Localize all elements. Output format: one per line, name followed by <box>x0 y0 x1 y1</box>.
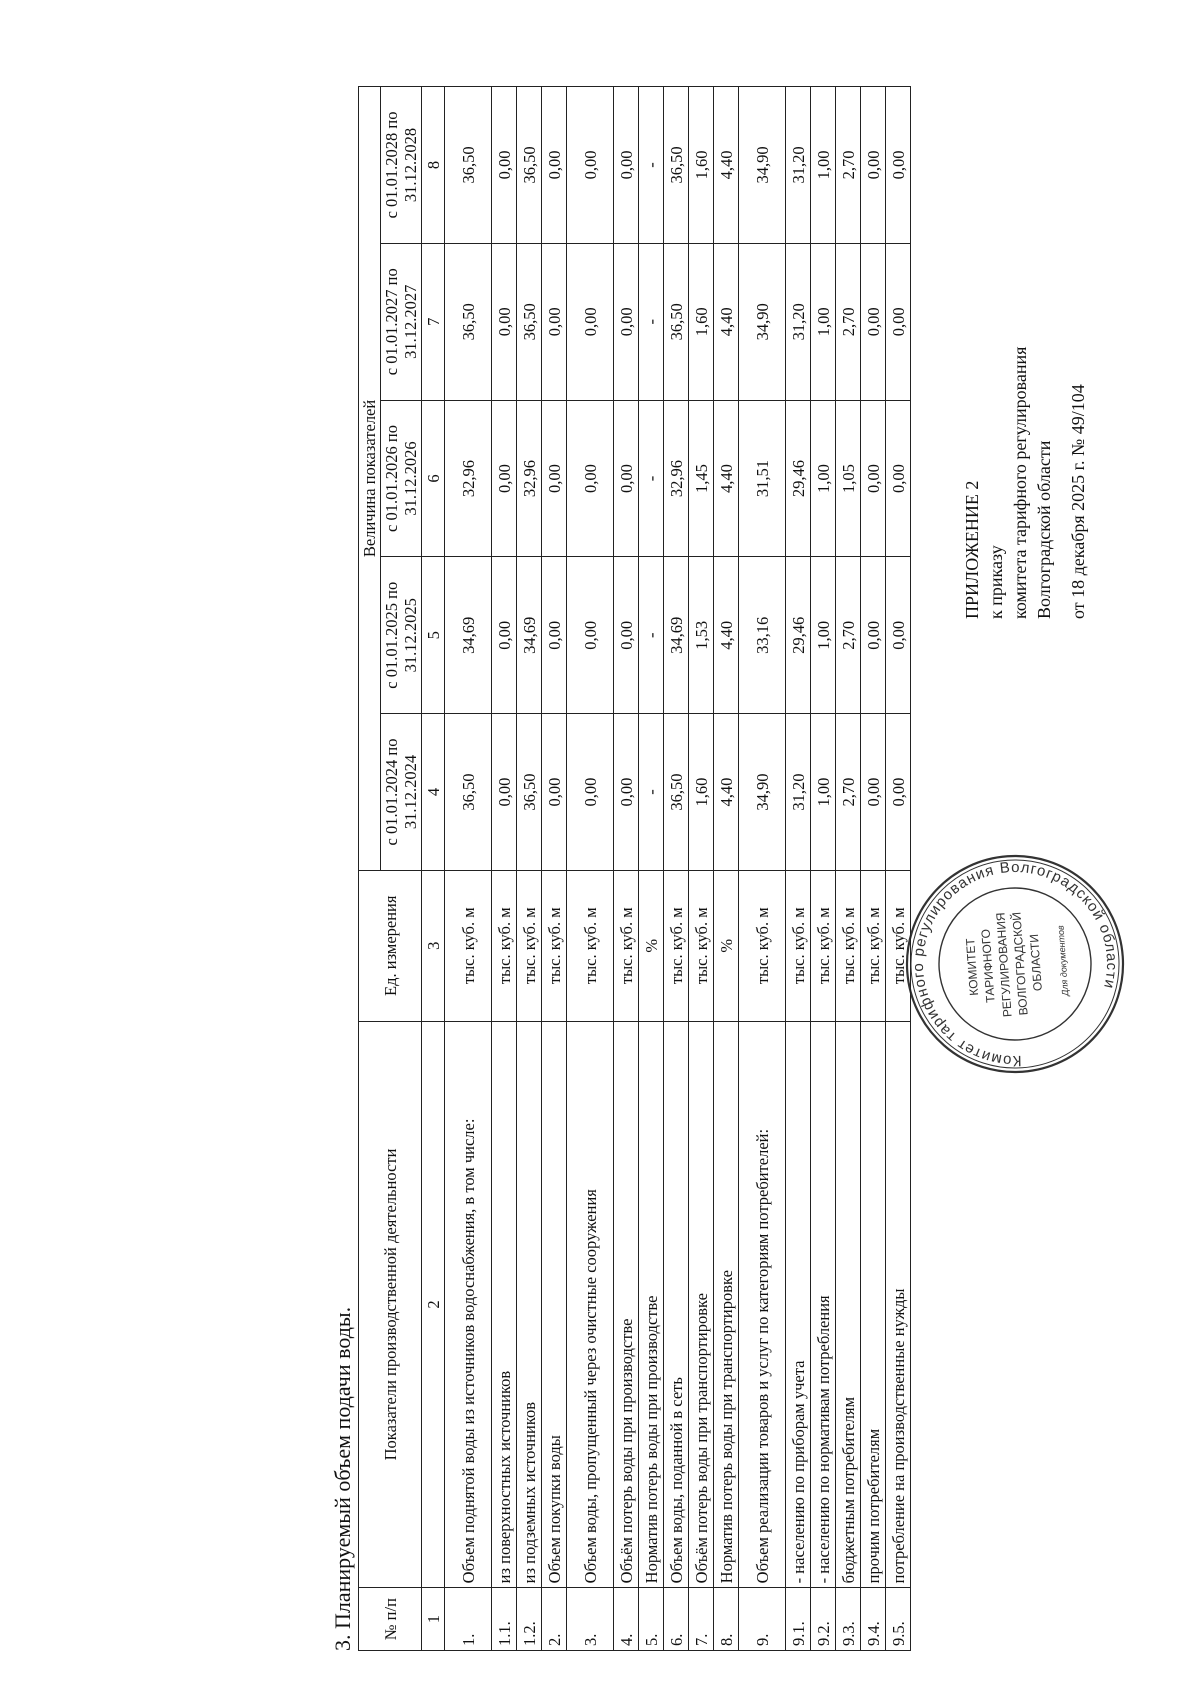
row-indicator-name: Объем воды, поданной в сеть <box>664 1021 689 1588</box>
row-value: 2,70 <box>836 557 861 714</box>
row-value: 1,00 <box>811 557 836 714</box>
row-unit: тыс. куб. м <box>786 870 811 1021</box>
row-value: 36,50 <box>664 714 689 871</box>
row-unit: тыс. куб. м <box>614 870 639 1021</box>
row-indicator-name: прочим потребителям <box>861 1021 886 1588</box>
row-number: 9.3. <box>836 1588 861 1651</box>
table-row <box>639 87 664 1651</box>
row-unit: тыс. куб. м <box>811 870 836 1021</box>
row-value: 31,20 <box>786 87 811 244</box>
row-value: 1,00 <box>811 714 836 871</box>
row-value: - <box>639 400 664 557</box>
seal-line-1: КОМИТЕТ <box>963 937 982 997</box>
row-value: 1,00 <box>811 400 836 557</box>
row-indicator-name: Объем воды, пропущенный через очистные сооружения <box>567 1021 614 1588</box>
row-indicator-name: из подземных источников <box>517 1021 542 1588</box>
row-value: 0,00 <box>492 87 517 244</box>
row-value: 0,00 <box>492 400 517 557</box>
row-value: 4,40 <box>714 243 739 400</box>
row-value: 34,90 <box>739 243 786 400</box>
row-unit: тыс. куб. м <box>567 870 614 1021</box>
row-unit: % <box>714 870 739 1021</box>
seal-line-3: РЕГУЛИРОВАНИЯ <box>993 911 1015 1018</box>
appendix-line3: Волгоградской области <box>1034 440 1054 619</box>
row-value: 0,00 <box>567 87 614 244</box>
appendix-date: от 18 декабря 2025 г. № 49/104 <box>1068 384 1088 619</box>
row-value: 0,00 <box>614 243 639 400</box>
header-num: № п/п <box>359 1588 422 1651</box>
row-value: 0,00 <box>886 400 911 557</box>
row-value: 1,45 <box>689 400 714 557</box>
row-number: 2. <box>542 1588 567 1651</box>
row-number: 9.5. <box>886 1588 911 1651</box>
row-indicator-name: Объём потерь воды при транспортировке <box>689 1021 714 1588</box>
row-value: 2,70 <box>836 243 861 400</box>
row-value: 0,00 <box>567 714 614 871</box>
row-number: 9.4. <box>861 1588 886 1651</box>
row-value: - <box>639 87 664 244</box>
row-value: 0,00 <box>861 400 886 557</box>
seal-line-4: ВОЛГОГРАДСКОЙ <box>1009 911 1031 1016</box>
water-supply-table <box>358 86 911 1651</box>
row-value: 0,00 <box>542 714 567 871</box>
column-index: 2 <box>422 1021 445 1588</box>
table-row <box>567 87 614 1651</box>
seal-bottom-text: Для документов <box>1055 925 1071 997</box>
row-value: 34,69 <box>664 557 689 714</box>
row-value: 2,70 <box>836 714 861 871</box>
table-row <box>811 87 836 1651</box>
header-period: с 01.01.2027 по 31.12.2027 <box>381 243 422 400</box>
table-row <box>714 87 739 1651</box>
row-value: 34,69 <box>445 557 492 714</box>
row-value: 0,00 <box>614 557 639 714</box>
row-value: 34,90 <box>739 714 786 871</box>
row-value: 0,00 <box>861 87 886 244</box>
row-indicator-name: бюджетным потребителям <box>836 1021 861 1588</box>
row-value: 0,00 <box>542 557 567 714</box>
row-unit: тыс. куб. м <box>542 870 567 1021</box>
section-title: 3. Планируемый объем подачи воды. <box>330 1306 355 1651</box>
row-value: 4,40 <box>714 557 739 714</box>
row-value: 0,00 <box>861 714 886 871</box>
header-period: с 01.01.2028 по 31.12.2028 <box>381 87 422 244</box>
column-index: 1 <box>422 1588 445 1651</box>
official-seal <box>892 841 1137 1086</box>
column-index: 7 <box>422 243 445 400</box>
table-row <box>492 87 517 1651</box>
row-value: 4,40 <box>714 400 739 557</box>
table-row <box>786 87 811 1651</box>
row-indicator-name: - населению по приборам учета <box>786 1021 811 1588</box>
row-number: 1.2. <box>517 1588 542 1651</box>
row-value: 0,00 <box>492 557 517 714</box>
row-number: 1.1. <box>492 1588 517 1651</box>
row-unit: тыс. куб. м <box>739 870 786 1021</box>
row-value: 34,90 <box>739 87 786 244</box>
row-value: 1,60 <box>689 243 714 400</box>
table-row <box>664 87 689 1651</box>
row-indicator-name: Объем покупки воды <box>542 1021 567 1588</box>
row-value: 0,00 <box>542 243 567 400</box>
row-unit: тыс. куб. м <box>689 870 714 1021</box>
row-value: 1,53 <box>689 557 714 714</box>
row-value: 0,00 <box>614 400 639 557</box>
row-number: 9.1. <box>786 1588 811 1651</box>
row-value: 0,00 <box>886 87 911 244</box>
row-value: 0,00 <box>567 400 614 557</box>
table-row <box>614 87 639 1651</box>
row-value: 29,46 <box>786 400 811 557</box>
header-values-group: Величина показателей <box>359 87 381 871</box>
row-number: 1. <box>445 1588 492 1651</box>
row-value: 0,00 <box>886 557 911 714</box>
row-value: 0,00 <box>567 243 614 400</box>
row-value: 32,96 <box>664 400 689 557</box>
row-value: 0,00 <box>861 557 886 714</box>
row-unit: тыс. куб. м <box>445 870 492 1021</box>
appendix-title: ПРИЛОЖЕНИЕ 2 <box>962 480 982 619</box>
row-value: - <box>639 714 664 871</box>
table-row <box>886 87 911 1651</box>
row-indicator-name: Норматив потерь воды при транспортировке <box>714 1021 739 1588</box>
row-value: 0,00 <box>861 243 886 400</box>
row-unit: тыс. куб. м <box>886 870 911 1021</box>
table-row <box>517 87 542 1651</box>
row-value: 1,00 <box>811 87 836 244</box>
header-period: с 01.01.2024 по 31.12.2024 <box>381 714 422 871</box>
row-value: 36,50 <box>445 243 492 400</box>
seal-line-5: ОБЛАСТИ <box>1026 933 1045 992</box>
seal-line-2: ТАРИФНОГО <box>978 928 998 1004</box>
row-indicator-name: из поверхностных источников <box>492 1021 517 1588</box>
row-value: 0,00 <box>886 243 911 400</box>
row-value: 4,40 <box>714 87 739 244</box>
column-index: 3 <box>422 870 445 1021</box>
row-number: 3. <box>567 1588 614 1651</box>
row-unit: тыс. куб. м <box>861 870 886 1021</box>
row-number: 5. <box>639 1588 664 1651</box>
row-number: 4. <box>614 1588 639 1651</box>
row-indicator-name: - населению по нормативам потребления <box>811 1021 836 1588</box>
row-value: 0,00 <box>492 714 517 871</box>
row-value: 36,50 <box>517 243 542 400</box>
appendix-line1: к приказу <box>986 545 1006 619</box>
row-indicator-name: Норматив потерь воды при производстве <box>639 1021 664 1588</box>
table-row <box>836 87 861 1651</box>
row-value: 0,00 <box>542 400 567 557</box>
table-row <box>861 87 886 1651</box>
row-value: 0,00 <box>542 87 567 244</box>
row-value: 29,46 <box>786 557 811 714</box>
row-number: 6. <box>664 1588 689 1651</box>
appendix-header <box>960 347 1090 659</box>
row-value: 1,60 <box>689 87 714 244</box>
row-unit: тыс. куб. м <box>836 870 861 1021</box>
table-row <box>445 87 492 1651</box>
row-value: 4,40 <box>714 714 739 871</box>
row-value: 33,16 <box>739 557 786 714</box>
row-value: 31,20 <box>786 243 811 400</box>
row-indicator-name: потребление на производственные нужды <box>886 1021 911 1588</box>
row-value: 1,00 <box>811 243 836 400</box>
row-number: 9. <box>739 1588 786 1651</box>
column-index: 8 <box>422 87 445 244</box>
row-value: 32,96 <box>445 400 492 557</box>
row-value: 32,96 <box>517 400 542 557</box>
row-value: 0,00 <box>492 243 517 400</box>
seal-ring-text: Комитет тарифного регулирования Волгоградской области <box>909 858 1121 1070</box>
table-body <box>445 87 911 1651</box>
row-number: 9.2. <box>811 1588 836 1651</box>
row-value: 34,69 <box>517 557 542 714</box>
row-indicator-name: Объем реализации товаров и услуг по категориям потребителей: <box>739 1021 786 1588</box>
header-unit: Ед. измерения <box>359 870 422 1021</box>
row-indicator-name: Объем поднятой воды из источников водоснабжения, в том числе: <box>445 1021 492 1588</box>
row-value: 36,50 <box>517 714 542 871</box>
column-index: 4 <box>422 714 445 871</box>
row-value: 36,50 <box>664 87 689 244</box>
row-value: - <box>639 557 664 714</box>
row-value: - <box>639 243 664 400</box>
row-unit: тыс. куб. м <box>517 870 542 1021</box>
row-value: 0,00 <box>614 87 639 244</box>
row-value: 36,50 <box>517 87 542 244</box>
row-indicator-name: Объём потерь воды при производстве <box>614 1021 639 1588</box>
column-index: 5 <box>422 557 445 714</box>
column-index: 6 <box>422 400 445 557</box>
row-number: 8. <box>714 1588 739 1651</box>
header-period: с 01.01.2025 по 31.12.2025 <box>381 557 422 714</box>
row-value: 36,50 <box>664 243 689 400</box>
row-unit: тыс. куб. м <box>664 870 689 1021</box>
row-value: 1,60 <box>689 714 714 871</box>
table-row <box>542 87 567 1651</box>
row-unit: тыс. куб. м <box>492 870 517 1021</box>
row-value: 0,00 <box>614 714 639 871</box>
header-name: Показатели производственной деятельности <box>359 1021 422 1588</box>
row-value: 0,00 <box>886 714 911 871</box>
row-value: 0,00 <box>567 557 614 714</box>
row-value: 31,51 <box>739 400 786 557</box>
table-row <box>739 87 786 1651</box>
row-value: 1,05 <box>836 400 861 557</box>
appendix-line2: комитета тарифного регулирования <box>1010 346 1030 619</box>
row-unit: % <box>639 870 664 1021</box>
row-number: 7. <box>689 1588 714 1651</box>
row-value: 31,20 <box>786 714 811 871</box>
row-value: 2,70 <box>836 87 861 244</box>
row-value: 36,50 <box>445 714 492 871</box>
header-period: с 01.01.2026 по 31.12.2026 <box>381 400 422 557</box>
row-value: 36,50 <box>445 87 492 244</box>
table-row <box>689 87 714 1651</box>
